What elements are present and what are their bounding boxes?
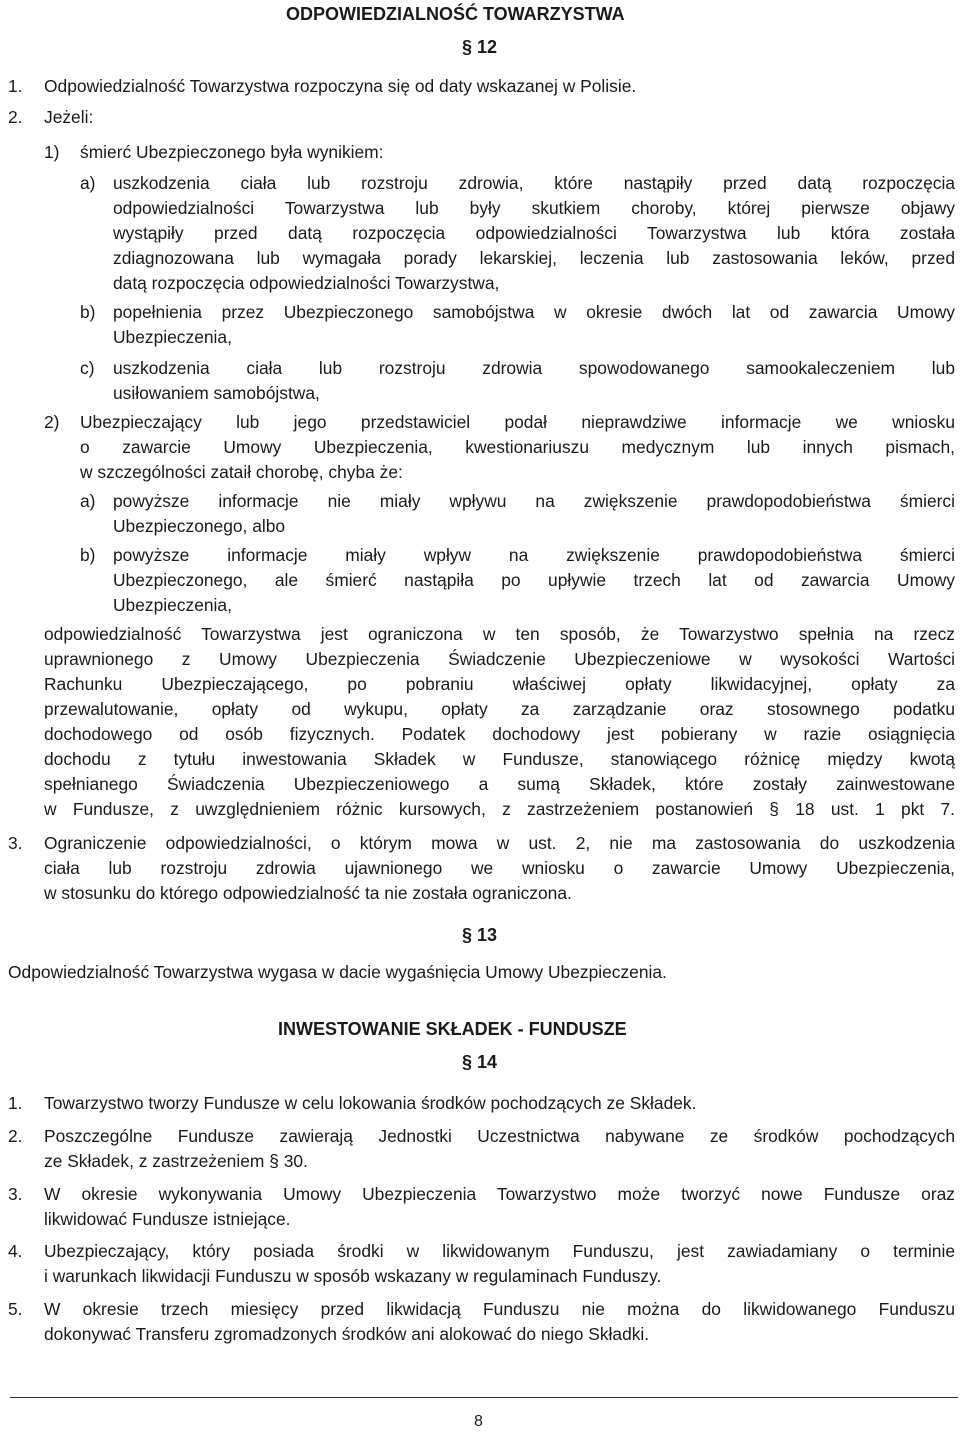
- item-number: 1.: [8, 76, 23, 96]
- paragraph-block: [44, 1297, 955, 1347]
- text-line: dokonywać Transferu zgromadzonych środków ani alokować do niego Składki.: [44, 1324, 650, 1344]
- text-line: w stosunku do którego odpowiedzialność ta nie została ograniczona.: [44, 883, 572, 903]
- paragraph-block: [113, 171, 955, 296]
- text-line: powyższe informacje nie miały wpływu na zwiększenie prawdopodobieństwa śmierci: [113, 491, 955, 511]
- section-14-heading: § 14: [462, 1052, 498, 1072]
- text-line: Ubezpieczenia,: [113, 327, 232, 347]
- item-number: 3.: [8, 833, 23, 853]
- text-line: ze Składek, z zastrzeżeniem § 30.: [44, 1151, 308, 1171]
- paragraph-text: Odpowiedzialność Towarzystwa rozpoczyna się od daty wskazanej w Polisie.: [44, 76, 637, 96]
- text-line: odpowiedzialność Towarzystwa jest ograniczona w ten sposób, że Towarzystwo spełnia na rzecz: [44, 624, 955, 644]
- paragraph-block: [44, 1091, 955, 1116]
- text-line: odpowiedzialności Towarzystwa lub były skutkiem choroby, której pierwsze objawy: [113, 198, 955, 218]
- text-line: powyższe informacje miały wpływ na zwiększenie prawdopodobieństwa śmierci: [113, 545, 955, 565]
- item-number: 2.: [8, 107, 23, 127]
- text-line: Ubezpieczonego, ale śmierć nastąpiła po upływie trzech lat od zawarcia Umowy: [113, 570, 955, 590]
- text-line: Poszczególne Fundusze zawierają Jednostki Uczestnictwa nabywane ze środków pochodzących: [44, 1126, 955, 1146]
- item-letter: c): [80, 358, 95, 378]
- text-line: w Fundusze, z uwzględnieniem różnic kursowych, z zastrzeżeniem postanowień § 18 ust. 1 pkt 7.: [44, 799, 955, 819]
- item-letter: b): [80, 545, 96, 565]
- text-line: popełnienia przez Ubezpieczonego samobójstwa w okresie dwóch lat od zawarcia Umowy: [113, 302, 955, 322]
- item-number: 3.: [8, 1184, 23, 1204]
- paragraph-block: [113, 489, 955, 539]
- item-number: 1): [44, 142, 60, 162]
- text-line: Ograniczenie odpowiedzialności, o którym mowa w ust. 2, nie ma zastosowania do uszkodzenia: [44, 833, 955, 853]
- text-line: wystąpiły przed datą rozpoczęcia odpowiedzialności Towarzystwa lub która została: [113, 223, 955, 243]
- paragraph-block: [44, 622, 955, 822]
- text-line: usiłowaniem samobójstwa,: [113, 383, 320, 403]
- item-number: 5.: [8, 1299, 23, 1319]
- text-line: likwidować Fundusze istniejące.: [44, 1209, 291, 1229]
- paragraph-text: Jeżeli:: [44, 107, 94, 127]
- paragraph-block: [113, 300, 955, 350]
- text-line: Ubezpieczający lub jego przedstawiciel podał nieprawdziwe informacje we wniosku: [80, 412, 955, 432]
- text-line: Rachunku Ubezpieczającego, po pobraniu właściwej opłaty likwidacyjnej, opłaty za: [44, 674, 955, 694]
- text-line: uszkodzenia ciała lub rozstroju zdrowia, które nastąpiły przed datą rozpoczęcia: [113, 173, 955, 193]
- item-number: 1.: [8, 1093, 23, 1113]
- text-line: Ubezpieczenia,: [113, 595, 232, 615]
- text-line: uszkodzenia ciała lub rozstroju zdrowia spowodowanego samookaleczeniem lub: [113, 358, 955, 378]
- item-letter: a): [80, 491, 96, 511]
- paragraph-block: [113, 356, 955, 406]
- paragraph-block: [44, 831, 955, 906]
- text-line: dochodowego od osób fizycznych. Podatek dochodowy jest pobierany w razie osiągnięcia: [44, 724, 955, 744]
- text-line: spełnianego Świadczenia Ubezpieczeniowego a sumą Składek, które zostały zainwestowane: [44, 774, 955, 794]
- paragraph-block: [44, 1182, 955, 1232]
- paragraph-block: [80, 410, 955, 485]
- section-13-heading: § 13: [462, 925, 498, 945]
- text-line: W okresie trzech miesięcy przed likwidacją Funduszu nie można do likwidowanego Funduszu: [44, 1299, 955, 1319]
- text-line: i warunkach likwidacji Funduszu w sposób wskazany w regulaminach Funduszy.: [44, 1266, 662, 1286]
- text-line: datą rozpoczęcia odpowiedzialności Towarzystwa,: [113, 273, 500, 293]
- paragraph-block: [44, 1124, 955, 1174]
- text-line: ciała lub rozstroju zdrowia ujawnionego we wniosku o zawarcie Umowy Ubezpieczenia,: [44, 858, 955, 878]
- text-line: przewalutowanie, opłaty od wykupu, opłaty za zarządzanie oraz stosownego podatku: [44, 699, 955, 719]
- paragraph-block: [44, 1239, 955, 1289]
- text-line: zdiagnozowana lub wymagała porady lekarskiej, leczenia lub zastosowania leków, przed: [113, 248, 955, 268]
- chapter-title: INWESTOWANIE SKŁADEK - FUNDUSZE: [278, 1019, 627, 1039]
- paragraph-text: śmierć Ubezpieczonego była wynikiem:: [80, 142, 384, 162]
- text-line: Ubezpieczający, który posiada środki w likwidowanym Funduszu, jest zawiadamiany o terminie: [44, 1241, 955, 1261]
- item-number: 4.: [8, 1241, 23, 1261]
- text-line: Ubezpieczonego, albo: [113, 516, 286, 536]
- page-number: 8: [474, 1413, 483, 1430]
- text-line: w szczególności zataił chorobę, chyba że:: [80, 462, 403, 482]
- text-line: Towarzystwo tworzy Fundusze w celu lokowania środków pochodzących ze Składek.: [44, 1093, 697, 1113]
- section-12-heading: § 12: [462, 37, 498, 57]
- footer-divider: [10, 1397, 958, 1398]
- item-number: 2.: [8, 1126, 23, 1146]
- text-line: W okresie wykonywania Umowy Ubezpieczenia Towarzystwo może tworzyć nowe Fundusze oraz: [44, 1184, 955, 1204]
- paragraph-text: Odpowiedzialność Towarzystwa wygasa w dacie wygaśnięcia Umowy Ubezpieczenia.: [8, 962, 667, 982]
- text-line: dochodu z tytułu inwestowania Składek w Fundusze, stanowiącego różnicę między kwotą: [44, 749, 955, 769]
- item-number: 2): [44, 412, 60, 432]
- item-letter: a): [80, 173, 96, 193]
- text-line: uprawnionego z Umowy Ubezpieczenia Świadczenie Ubezpieczeniowe w wysokości Wartości: [44, 649, 955, 669]
- item-letter: b): [80, 302, 96, 322]
- paragraph-block: [113, 543, 955, 618]
- text-line: o zawarcie Umowy Ubezpieczenia, kwestionariuszu medycznym lub innych pismach,: [80, 437, 955, 457]
- chapter-title: ODPOWIEDZIALNOŚĆ TOWARZYSTWA: [286, 4, 625, 24]
